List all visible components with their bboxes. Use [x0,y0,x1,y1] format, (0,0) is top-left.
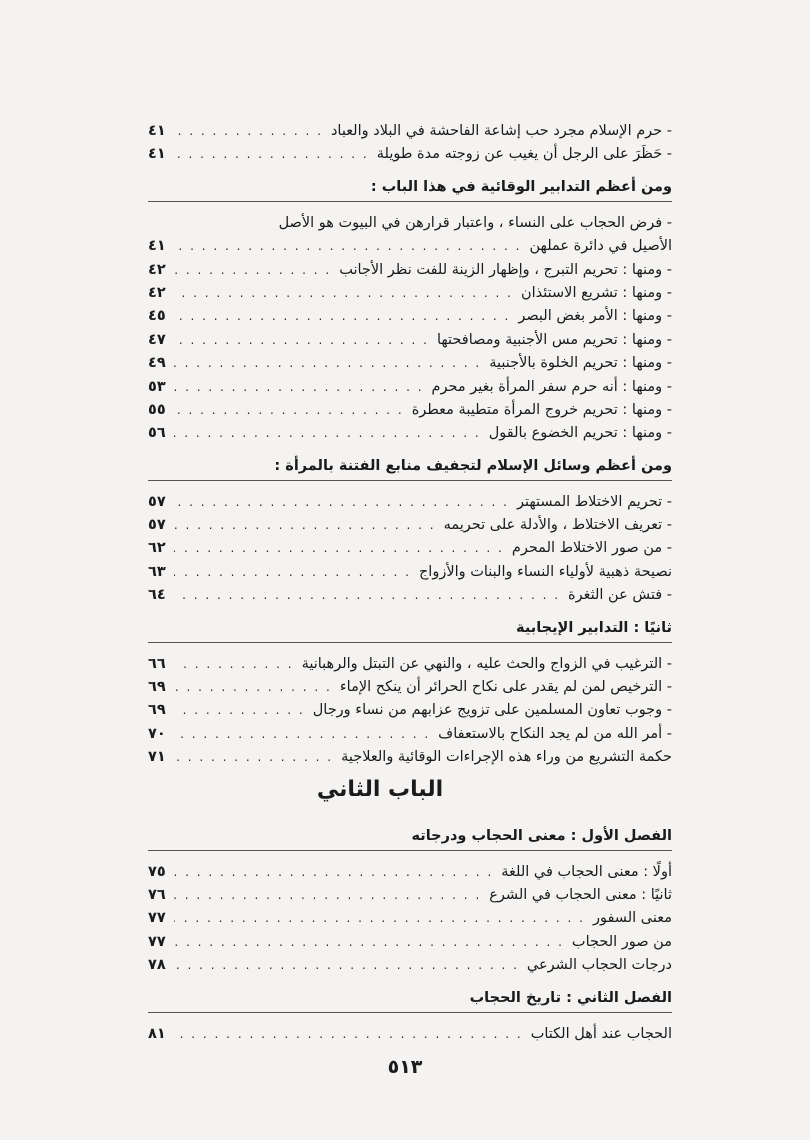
divider [148,1012,672,1013]
entry-title: - ومنها : تحريم الخلوة بالأجنبية [489,355,672,372]
dot-leader [174,861,493,884]
dot-leader [174,561,411,584]
divider [148,642,672,643]
entry-page: ٧٧ [148,910,166,927]
dot-leader [174,1023,523,1046]
toc-entry [148,235,672,258]
entry-page: ٥٥ [148,401,166,418]
entry-page: ٤٧ [148,331,166,348]
dot-leader [174,537,504,560]
entry-page: ٧٦ [148,886,166,903]
dot-leader [174,376,424,399]
dot-leader [174,399,404,422]
dot-leader [174,143,369,166]
entry-title: - ومنها : تحريم مس الأجنبية ومصافحتها [436,331,672,348]
toc-entry [148,259,672,282]
section-heading: ومن أعظم التدابير الوقائية في هذا الباب : [370,178,672,195]
entry-title: - ومنها : تحريم التبرج ، وإظهار الزينة للفت نظر الأجانب [339,261,672,278]
entry-title: - ومنها : الأمر بغض البصر [518,308,672,325]
divider [148,201,672,202]
toc-entry [148,491,672,514]
dot-leader [174,422,481,445]
dot-leader [174,676,332,699]
toc-entry [148,352,672,375]
toc-entry [148,954,672,977]
toc-entry [148,861,672,884]
dot-leader [174,305,510,328]
divider [148,850,672,851]
entry-page: ٤٢ [148,284,166,301]
dot-leader [174,329,429,352]
entry-page: ٧٠ [148,725,166,742]
entry-page: ٥٣ [148,378,166,395]
intro-entries [148,120,672,167]
chapter-two [148,986,672,1046]
toc-entry [148,931,672,954]
entry-title: - أمر الله من لم يجد النكاح بالاستعفاف [438,725,672,742]
dot-leader [174,235,522,258]
toc-entry [148,120,672,143]
entry-title: - ومنها : تحريم الخضوع بالقول [488,425,672,442]
entry-title: - وجوب تعاون المسلمين على تزويج عزابهم من نساء ورجال [312,702,672,719]
entry-page: ٤٥ [148,308,166,325]
section-heading: ثانيًا : التدابير الإيجابية [516,619,672,636]
entry-page: ٤١ [148,238,166,255]
dot-leader [174,884,481,907]
entry-page: ٦٦ [148,655,166,672]
entry-title: معنى السفور [592,910,672,927]
entry-page: ٤٢ [148,261,166,278]
entry-title: - تعريف الاختلاط ، والأدلة على تحريمه [443,517,672,534]
entry-title: - حرم الإسلام مجرد حب إشاعة الفاحشة في البلاد والعباد [330,123,672,139]
toc-entry [148,584,672,607]
entry-page: ٦٤ [148,587,166,604]
dot-leader [174,514,436,537]
entry-page: ٤١ [148,123,166,139]
dot-leader [174,699,305,722]
entry-title: - من صور الاختلاط المحرم [511,540,672,557]
entry-page: ٤١ [148,146,166,163]
entry-title: من صور الحجاب [571,933,672,950]
toc-entry [148,561,672,584]
toc-entry [148,676,672,699]
toc-entry [148,907,672,930]
entry-page: ٦٩ [148,702,166,719]
entry-page: ٧٥ [148,863,166,880]
toc-entry [148,305,672,328]
entry-page: ٧٨ [148,957,166,974]
entry-title: الأصيل في دائرة عملهن [529,238,672,255]
entry-page: ٦٩ [148,679,166,696]
entry-title: - الترغيب في الزواج والحث عليه ، والنهي عن التبتل والرهبانية [301,655,672,672]
entry-title: - ومنها : تشريع الاستئذان [520,284,672,301]
toc-entry [148,422,672,445]
toc-entry [148,723,672,746]
entry-page: ٥٧ [148,517,166,534]
entry-page: ٦٣ [148,563,166,580]
toc-entry [148,1023,672,1046]
toc-entry [148,884,672,907]
entry-page: ٤٩ [148,355,166,372]
dot-leader [174,653,294,676]
dot-leader [174,723,430,746]
entry-title: ثانيًا : معنى الحجاب في الشرع [489,886,672,903]
entry-title: - ومنها : تحريم خروج المرأة متطيبة معطرة [411,401,672,418]
entry-title: الحجاب عند أهل الكتاب [530,1025,672,1042]
section-positive [148,616,672,770]
entry-page: ٧١ [148,749,166,766]
toc-entry [148,329,672,352]
entry-title: نصيحة ذهبية لأولياء النساء والبنات والأزواج [418,563,672,580]
toc-entry [148,746,672,769]
section-heading: ومن أعظم وسائل الإسلام لتجفيف منابع الفتنة بالمرأة : [274,457,672,474]
toc-entry [148,514,672,537]
toc-entry [148,399,672,422]
toc-entry [148,699,672,722]
part-title: الباب الثاني [316,776,444,802]
dot-leader [174,491,509,514]
toc-entry [148,537,672,560]
section-preventive [148,175,672,446]
page-number: ٥١٣ [387,1056,423,1078]
entry-title: - ومنها : أنه حرم سفر المرأة بغير محرم [431,378,672,395]
entry-page: ٦٢ [148,540,166,557]
dot-leader [174,282,513,305]
entry-title: - الترخيص لمن لم يقدر على نكاح الحرائر أن ينكح الإماء [339,679,672,696]
entry-title: - حَظَرَ على الرجل أن يغيب عن زوجته مدة طويلة [376,146,672,163]
dot-leader [174,746,333,769]
entry-title: حكمة التشريع من وراء هذه الإجراءات الوقائية والعلاجية [341,749,672,766]
entry-title: أولًا : معنى الحجاب في اللغة [501,863,672,880]
dot-leader [174,259,331,282]
chapter-one [148,824,672,978]
dot-leader [174,584,560,607]
toc-lead-line: - فرض الحجاب على النساء ، واعتبار قرارهن في البيوت هو الأصل [278,214,672,231]
dot-leader [174,931,564,954]
toc-entry [148,653,672,676]
chapter-heading: الفصل الأول : معنى الحجاب ودرجاته [411,827,672,844]
entry-page: ٥٦ [148,425,166,442]
section-sources [148,454,672,608]
toc-entry [148,143,672,166]
entry-page: ٥٧ [148,493,166,510]
dot-leader [174,352,481,375]
entry-page: ٧٧ [148,933,166,950]
entry-title: - فتش عن الثغرة [568,587,672,604]
toc-entry [148,376,672,399]
chapter-heading: الفصل الثاني : تاريخ الحجاب [469,989,672,1006]
entry-page: ٨١ [148,1025,166,1042]
dot-leader [174,907,585,930]
dot-leader [174,954,519,977]
divider [148,480,672,481]
entry-title: درجات الحجاب الشرعي [526,957,672,974]
entry-title: - تحريم الاختلاط المستهتر [516,493,672,510]
dot-leader [174,120,323,143]
toc-entry [148,282,672,305]
